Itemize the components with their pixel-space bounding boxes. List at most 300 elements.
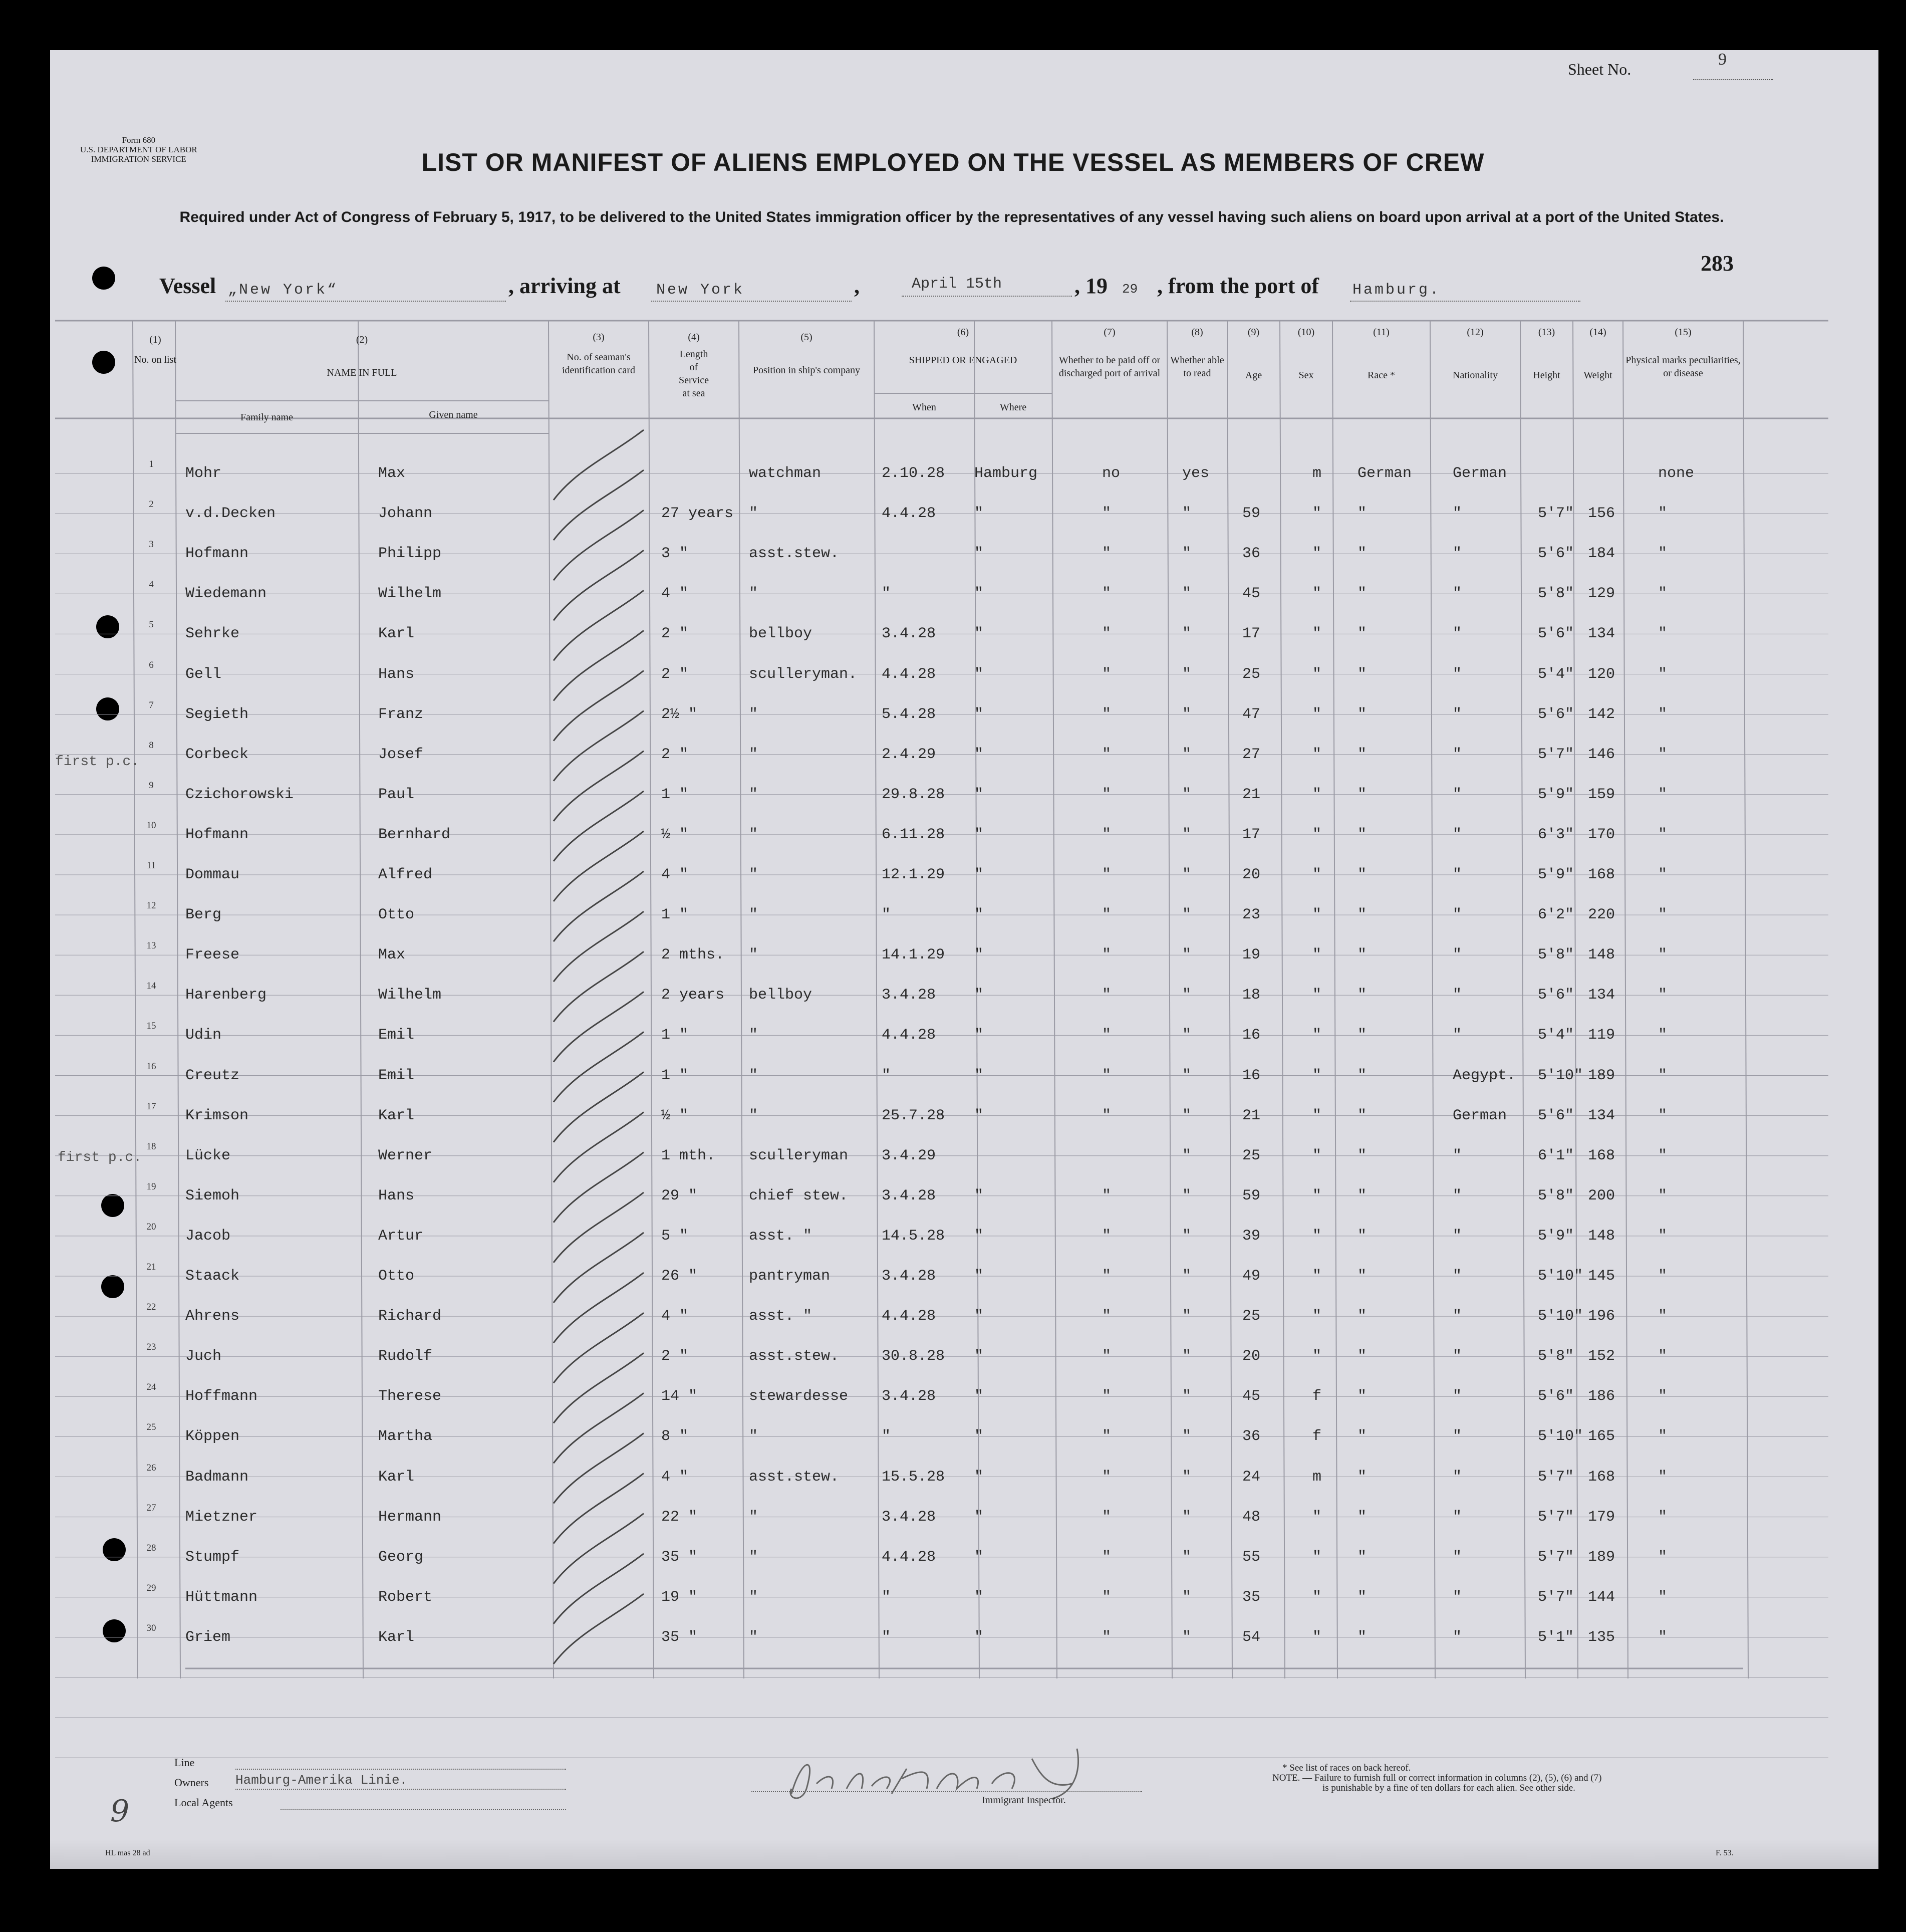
given-name-cell: Therese xyxy=(378,1388,442,1405)
paid-off-cell: " xyxy=(1102,1428,1112,1445)
shipped-when-cell: 14.5.28 xyxy=(882,1227,945,1245)
height-cell: 5'9" xyxy=(1538,1227,1574,1245)
service-length-cell: 2 " xyxy=(661,746,689,763)
weight-cell: 170 xyxy=(1588,826,1615,843)
given-name-cell: Robert xyxy=(378,1588,433,1606)
nationality-cell: " xyxy=(1453,545,1462,563)
col7-header: (7) Whether to be paid off or discharged port of arrival xyxy=(1058,327,1161,379)
age-cell: 59 xyxy=(1242,505,1261,523)
row-number: 2 xyxy=(149,499,154,510)
shipped-when-cell: 4.4.28 xyxy=(882,665,936,683)
age-cell: 39 xyxy=(1242,1227,1261,1245)
weight-cell: 142 xyxy=(1588,705,1615,723)
sex-cell: " xyxy=(1312,1187,1322,1204)
physical-marks-cell: " xyxy=(1658,946,1668,964)
sex-cell: " xyxy=(1312,1147,1322,1164)
row-number: 19 xyxy=(146,1181,156,1192)
nationality-cell: " xyxy=(1453,906,1462,924)
shipped-where-cell: " xyxy=(974,585,984,603)
shipped-when-cell: 3.4.28 xyxy=(882,987,936,1004)
weight-cell: 159 xyxy=(1588,786,1615,803)
given-name-cell: Karl xyxy=(378,1107,415,1124)
row-number: 24 xyxy=(146,1382,156,1393)
col8-header: (8) Whether able to read xyxy=(1170,327,1224,379)
age-cell: 16 xyxy=(1242,1027,1261,1044)
weight-cell: 156 xyxy=(1588,505,1615,523)
service-length-cell: 2 " xyxy=(661,625,689,643)
row-number: 5 xyxy=(149,619,154,630)
service-length-cell: 3 " xyxy=(661,545,689,563)
family-name-cell: Sehrke xyxy=(185,625,240,643)
weight-cell: 134 xyxy=(1588,987,1615,1004)
height-cell: 5'8" xyxy=(1538,946,1574,964)
shipped-when-cell: 5.4.28 xyxy=(882,705,936,723)
age-cell: 27 xyxy=(1242,746,1261,763)
race-cell: " xyxy=(1357,1628,1367,1646)
able-to-read-cell: " xyxy=(1182,1428,1192,1445)
shipped-where-cell: Hamburg xyxy=(974,465,1038,482)
age-cell: 20 xyxy=(1242,1348,1261,1365)
race-cell: " xyxy=(1357,987,1367,1004)
able-to-read-cell: " xyxy=(1182,665,1192,683)
shipped-when-cell: 3.4.28 xyxy=(882,1187,936,1204)
service-length-cell: 4 " xyxy=(661,585,689,603)
sex-cell: " xyxy=(1312,1628,1322,1646)
row-number: 26 xyxy=(146,1462,156,1473)
line-field xyxy=(235,1769,566,1770)
nationality-cell: " xyxy=(1453,1348,1462,1365)
shipped-when-cell: 6.11.28 xyxy=(882,826,945,843)
paid-off-cell: " xyxy=(1102,1227,1112,1245)
physical-marks-cell: " xyxy=(1658,1588,1668,1606)
given-name-header: Given name xyxy=(429,409,478,420)
shipped-when-cell: 4.4.28 xyxy=(882,1027,936,1044)
nationality-cell: " xyxy=(1453,1388,1462,1405)
weight-cell: 134 xyxy=(1588,625,1615,643)
physical-marks-cell: " xyxy=(1658,665,1668,683)
position-cell: " xyxy=(749,866,758,883)
able-to-read-cell: " xyxy=(1182,1308,1192,1325)
shipped-when-cell: " xyxy=(882,1428,891,1445)
shipped-where-cell: " xyxy=(974,1428,984,1445)
col3-header: (3) No. of seaman's identification card xyxy=(562,332,636,376)
shipped-where-cell: " xyxy=(974,1308,984,1325)
shipped-where-cell: " xyxy=(974,705,984,723)
able-to-read-cell: " xyxy=(1182,1268,1192,1285)
shipped-where-cell: " xyxy=(974,786,984,803)
paid-off-cell: " xyxy=(1102,1588,1112,1606)
able-to-read-cell: " xyxy=(1182,1227,1192,1245)
side-note: first p.c. xyxy=(58,1150,142,1165)
sex-cell: " xyxy=(1312,826,1322,843)
paid-off-cell: " xyxy=(1102,545,1112,563)
given-name-cell: Philipp xyxy=(378,545,442,563)
shipped-when-cell: " xyxy=(882,1628,891,1646)
able-to-read-cell: yes xyxy=(1182,465,1210,482)
position-cell: asst.stew. xyxy=(749,1348,840,1365)
family-name-cell: Wiedemann xyxy=(185,585,267,603)
print-code: HL mas 28 ad xyxy=(105,1849,150,1857)
paid-off-cell: " xyxy=(1102,585,1112,603)
weight-cell: 189 xyxy=(1588,1548,1615,1566)
family-name-cell: Hofmann xyxy=(185,545,249,563)
weight-cell: 179 xyxy=(1588,1508,1615,1526)
shipped-where-cell: " xyxy=(974,1067,984,1084)
able-to-read-cell: " xyxy=(1182,786,1192,803)
from-port: Hamburg. xyxy=(1352,282,1441,299)
physical-marks-cell: " xyxy=(1658,625,1668,643)
shipped-where-cell: " xyxy=(974,1628,984,1646)
service-length-cell: 1 " xyxy=(661,906,689,924)
height-cell: 5'10" xyxy=(1538,1308,1583,1325)
able-to-read-cell: " xyxy=(1182,705,1192,723)
vessel-name: „New York“ xyxy=(228,282,339,299)
race-cell: " xyxy=(1357,545,1367,563)
race-cell: " xyxy=(1357,1268,1367,1285)
race-cell: " xyxy=(1357,705,1367,723)
stamp-number: 283 xyxy=(1701,251,1734,276)
race-cell: " xyxy=(1357,1588,1367,1606)
physical-marks-cell: " xyxy=(1658,866,1668,883)
nationality-cell: " xyxy=(1453,1588,1462,1606)
position-cell: " xyxy=(749,705,758,723)
age-cell: 18 xyxy=(1242,987,1261,1004)
physical-marks-cell: " xyxy=(1658,1107,1668,1124)
nationality-cell: " xyxy=(1453,1508,1462,1526)
height-cell: 5'6" xyxy=(1538,545,1574,563)
nationality-cell: " xyxy=(1453,1428,1462,1445)
physical-marks-cell: " xyxy=(1658,1628,1668,1646)
able-to-read-cell: " xyxy=(1182,1468,1192,1486)
service-length-cell: 14 " xyxy=(661,1388,698,1405)
race-cell: " xyxy=(1357,1107,1367,1124)
shipped-when-cell: 3.4.28 xyxy=(882,1388,936,1405)
paid-off-cell: " xyxy=(1102,786,1112,803)
paid-off-cell: " xyxy=(1102,625,1112,643)
col2-header: (2) NAME IN FULL xyxy=(327,334,397,378)
service-length-cell: 4 " xyxy=(661,866,689,883)
nationality-cell: " xyxy=(1453,866,1462,883)
age-cell: 47 xyxy=(1242,705,1261,723)
physical-marks-cell: " xyxy=(1658,1348,1668,1365)
height-cell: 6'2" xyxy=(1538,906,1574,924)
able-to-read-cell: " xyxy=(1182,866,1192,883)
physical-marks-cell: " xyxy=(1658,1508,1668,1526)
age-cell: 55 xyxy=(1242,1548,1261,1566)
race-cell: " xyxy=(1357,746,1367,763)
paid-off-cell: " xyxy=(1102,505,1112,523)
sex-cell: " xyxy=(1312,545,1322,563)
nationality-cell: " xyxy=(1453,585,1462,603)
paid-off-cell: " xyxy=(1102,746,1112,763)
race-cell: " xyxy=(1357,1428,1367,1445)
given-name-cell: Richard xyxy=(378,1308,442,1325)
position-cell: asst. " xyxy=(749,1227,812,1245)
owners-field xyxy=(235,1789,566,1790)
sex-cell: " xyxy=(1312,1027,1322,1044)
department-name: U.S. DEPARTMENT OF LABOR xyxy=(80,145,197,154)
height-cell: 5'7" xyxy=(1538,1588,1574,1606)
row-number: 1 xyxy=(149,459,154,469)
family-name-cell: Hüttmann xyxy=(185,1588,258,1606)
given-name-cell: Werner xyxy=(378,1147,433,1164)
nationality-cell: " xyxy=(1453,826,1462,843)
position-cell: " xyxy=(749,946,758,964)
paid-off-cell: " xyxy=(1102,1027,1112,1044)
row-number: 11 xyxy=(146,860,156,871)
weight-cell: 145 xyxy=(1588,1268,1615,1285)
col1-header: (1) No. on list xyxy=(134,334,176,365)
shipped-where-cell: " xyxy=(974,1027,984,1044)
paid-off-cell: " xyxy=(1102,826,1112,843)
shipped-when-cell: 4.4.28 xyxy=(882,1548,936,1566)
paid-off-cell: " xyxy=(1102,906,1112,924)
able-to-read-cell: " xyxy=(1182,1348,1192,1365)
arriving-label: , arriving at xyxy=(508,274,621,298)
nationality-cell: " xyxy=(1453,1227,1462,1245)
able-to-read-cell: " xyxy=(1182,987,1192,1004)
family-name-cell: Staack xyxy=(185,1268,240,1285)
family-name-cell: Köppen xyxy=(185,1428,240,1445)
height-cell: 5'6" xyxy=(1538,625,1574,643)
paid-off-cell: " xyxy=(1102,1308,1112,1325)
physical-marks-cell: " xyxy=(1658,1308,1668,1325)
shipped-when-cell: " xyxy=(882,585,891,603)
family-name-cell: Badmann xyxy=(185,1468,249,1486)
paid-off-cell: " xyxy=(1102,1107,1112,1124)
race-cell: " xyxy=(1357,1027,1367,1044)
paid-off-cell: " xyxy=(1102,1268,1112,1285)
race-note: * See list of races on back hereof. xyxy=(1282,1763,1411,1773)
nationality-cell: " xyxy=(1453,1548,1462,1566)
inspector-line xyxy=(751,1791,1142,1792)
age-cell: 25 xyxy=(1242,1147,1261,1164)
shipped-where-cell: " xyxy=(974,1548,984,1566)
sex-cell: " xyxy=(1312,1588,1322,1606)
weight-cell: 152 xyxy=(1588,1348,1615,1365)
when-header: When xyxy=(912,402,936,413)
sex-cell: " xyxy=(1312,705,1322,723)
paid-off-cell: " xyxy=(1102,1067,1112,1084)
given-name-cell: Emil xyxy=(378,1027,415,1044)
race-cell: " xyxy=(1357,1468,1367,1486)
paid-off-cell: " xyxy=(1102,705,1112,723)
sex-cell: " xyxy=(1312,1308,1322,1325)
shipped-when-cell: " xyxy=(882,1588,891,1606)
service-length-cell: ½ " xyxy=(661,826,689,843)
able-to-read-cell: " xyxy=(1182,1388,1192,1405)
family-name-cell: Gell xyxy=(185,665,222,683)
weight-cell: 148 xyxy=(1588,946,1615,964)
physical-marks-cell: " xyxy=(1658,746,1668,763)
paid-off-cell: " xyxy=(1102,665,1112,683)
sex-cell: " xyxy=(1312,987,1322,1004)
position-cell: " xyxy=(749,906,758,924)
service-length-cell: ½ " xyxy=(661,1107,689,1124)
weight-cell: 168 xyxy=(1588,1468,1615,1486)
age-cell: 35 xyxy=(1242,1588,1261,1606)
nationality-cell: " xyxy=(1453,746,1462,763)
position-cell: " xyxy=(749,1548,758,1566)
age-cell: 20 xyxy=(1242,866,1261,883)
sex-cell: f xyxy=(1312,1388,1322,1405)
family-name-cell: Creutz xyxy=(185,1067,240,1084)
service-length-cell: 2 years xyxy=(661,987,725,1004)
weight-cell: 165 xyxy=(1588,1428,1615,1445)
sex-cell: " xyxy=(1312,625,1322,643)
age-cell: 25 xyxy=(1242,1308,1261,1325)
shipped-when-cell: 3.4.28 xyxy=(882,1268,936,1285)
race-cell: " xyxy=(1357,906,1367,924)
inspector-signature xyxy=(771,1739,1132,1814)
row-number: 14 xyxy=(146,981,156,992)
given-name-cell: Karl xyxy=(378,1628,415,1646)
shipped-where-cell: " xyxy=(974,625,984,643)
given-name-cell: Hermann xyxy=(378,1508,442,1526)
agents-field xyxy=(281,1809,566,1810)
paid-off-cell: " xyxy=(1102,1187,1112,1204)
height-cell: 6'1" xyxy=(1538,1147,1574,1164)
sex-cell: m xyxy=(1312,1468,1322,1486)
family-name-cell: Dommau xyxy=(185,866,240,883)
year-suffix: 29 xyxy=(1122,282,1138,297)
row-number: 3 xyxy=(149,539,154,550)
side-note: first p.c. xyxy=(55,754,140,770)
row-number: 20 xyxy=(146,1221,156,1232)
shipped-where-cell: " xyxy=(974,1227,984,1245)
service-length-cell: 35 " xyxy=(661,1628,698,1646)
height-cell: 5'6" xyxy=(1538,1107,1574,1124)
nationality-cell: " xyxy=(1453,625,1462,643)
shipped-when-cell: 4.4.28 xyxy=(882,1308,936,1325)
height-cell: 5'8" xyxy=(1538,1187,1574,1204)
paid-off-cell: " xyxy=(1102,987,1112,1004)
weight-cell: 134 xyxy=(1588,1107,1615,1124)
weight-cell: 119 xyxy=(1588,1027,1615,1044)
physical-marks-cell: " xyxy=(1658,1067,1668,1084)
where-header: Where xyxy=(999,402,1027,413)
service-length-cell: 4 " xyxy=(661,1308,689,1325)
given-name-cell: Hans xyxy=(378,1187,415,1204)
row-number: 29 xyxy=(146,1582,156,1593)
race-cell: " xyxy=(1357,1147,1367,1164)
sex-cell: " xyxy=(1312,1107,1322,1124)
sheet-number: 9 xyxy=(1718,50,1727,69)
family-name-cell: Griem xyxy=(185,1628,231,1646)
row-number: 7 xyxy=(149,699,154,710)
sex-cell: " xyxy=(1312,1067,1322,1084)
family-name-cell: Corbeck xyxy=(185,746,249,763)
row-number: 13 xyxy=(146,940,156,951)
able-to-read-cell: " xyxy=(1182,1147,1192,1164)
position-cell: " xyxy=(749,505,758,523)
height-cell: 5'7" xyxy=(1538,746,1574,763)
family-name-cell: v.d.Decken xyxy=(185,505,276,523)
service-length-cell: 2 mths. xyxy=(661,946,725,964)
age-cell: 24 xyxy=(1242,1468,1261,1486)
position-cell: stewardesse xyxy=(749,1388,849,1405)
shipped-where-cell: " xyxy=(974,1268,984,1285)
given-name-cell: Emil xyxy=(378,1067,415,1084)
paid-off-cell: " xyxy=(1102,1348,1112,1365)
age-cell: 49 xyxy=(1242,1268,1261,1285)
sex-cell: " xyxy=(1312,946,1322,964)
height-cell: 5'4" xyxy=(1538,1027,1574,1044)
given-name-cell: Karl xyxy=(378,625,415,643)
race-cell: " xyxy=(1357,1508,1367,1526)
row-number: 23 xyxy=(146,1342,156,1353)
sex-cell: " xyxy=(1312,1348,1322,1365)
shipped-when-cell: 30.8.28 xyxy=(882,1348,945,1365)
row-number: 12 xyxy=(146,900,156,911)
able-to-read-cell: " xyxy=(1182,946,1192,964)
penalty-note: NOTE. — Failure to furnish full or correct information in columns (2), (5), (6) and (7) xyxy=(1272,1773,1602,1783)
shipped-when-cell: 4.4.28 xyxy=(882,505,936,523)
sex-cell: " xyxy=(1312,1227,1322,1245)
able-to-read-cell: " xyxy=(1182,505,1192,523)
from-label: , from the port of xyxy=(1157,274,1319,298)
position-cell: " xyxy=(749,1588,758,1606)
service-length-cell: 2½ " xyxy=(661,705,698,723)
able-to-read-cell: " xyxy=(1182,1628,1192,1646)
page-subtitle: Required under Act of Congress of February 5, 1917, to be delivered to the United States immigration officer by the representatives of any vessel having such aliens on board upon arrival at a port of the United States. xyxy=(179,209,1724,225)
physical-marks-cell: " xyxy=(1658,906,1668,924)
row-number: 16 xyxy=(146,1061,156,1072)
able-to-read-cell: " xyxy=(1182,826,1192,843)
owners-value: Hamburg-Amerika Linie. xyxy=(235,1773,408,1788)
col13-header: (13) Height xyxy=(1533,327,1560,381)
nationality-cell: German xyxy=(1453,465,1507,482)
position-cell: " xyxy=(749,1107,758,1124)
row-number: 9 xyxy=(149,780,154,791)
age-cell: 59 xyxy=(1242,1187,1261,1204)
position-cell: " xyxy=(749,1508,758,1526)
position-cell: asst.stew. xyxy=(749,1468,840,1486)
position-cell: bellboy xyxy=(749,625,812,643)
shipped-where-cell: " xyxy=(974,1588,984,1606)
shipped-when-cell: 14.1.29 xyxy=(882,946,945,964)
service-length-cell: 1 " xyxy=(661,1067,689,1084)
shipped-when-cell: 3.4.28 xyxy=(882,1508,936,1526)
shipped-where-cell: " xyxy=(974,746,984,763)
family-name-cell: Freese xyxy=(185,946,240,964)
form-number: Form 680 xyxy=(122,135,156,145)
paid-off-cell: " xyxy=(1102,1508,1112,1526)
weight-cell: 168 xyxy=(1588,1147,1615,1164)
row-number: 15 xyxy=(146,1021,156,1032)
col4-header: (4) Length of Service at sea xyxy=(679,332,709,399)
paid-off-cell: " xyxy=(1102,1468,1112,1486)
family-name-cell: Harenberg xyxy=(185,987,267,1004)
physical-marks-cell: " xyxy=(1658,1147,1668,1164)
shipped-when-cell: 12.1.29 xyxy=(882,866,945,883)
race-cell: " xyxy=(1357,826,1367,843)
given-name-cell: Rudolf xyxy=(378,1348,433,1365)
nationality-cell: " xyxy=(1453,1187,1462,1204)
physical-marks-cell: " xyxy=(1658,1268,1668,1285)
height-cell: 5'10" xyxy=(1538,1268,1583,1285)
height-cell: 5'9" xyxy=(1538,866,1574,883)
able-to-read-cell: " xyxy=(1182,1588,1192,1606)
nationality-cell: " xyxy=(1453,1628,1462,1646)
weight-cell: 148 xyxy=(1588,1227,1615,1245)
paid-off-cell: no xyxy=(1102,465,1121,482)
physical-marks-cell: " xyxy=(1658,545,1668,563)
shipped-when-cell: 29.8.28 xyxy=(882,786,945,803)
service-length-cell: 27 years xyxy=(661,505,734,523)
nationality-cell: " xyxy=(1453,987,1462,1004)
able-to-read-cell: " xyxy=(1182,1027,1192,1044)
